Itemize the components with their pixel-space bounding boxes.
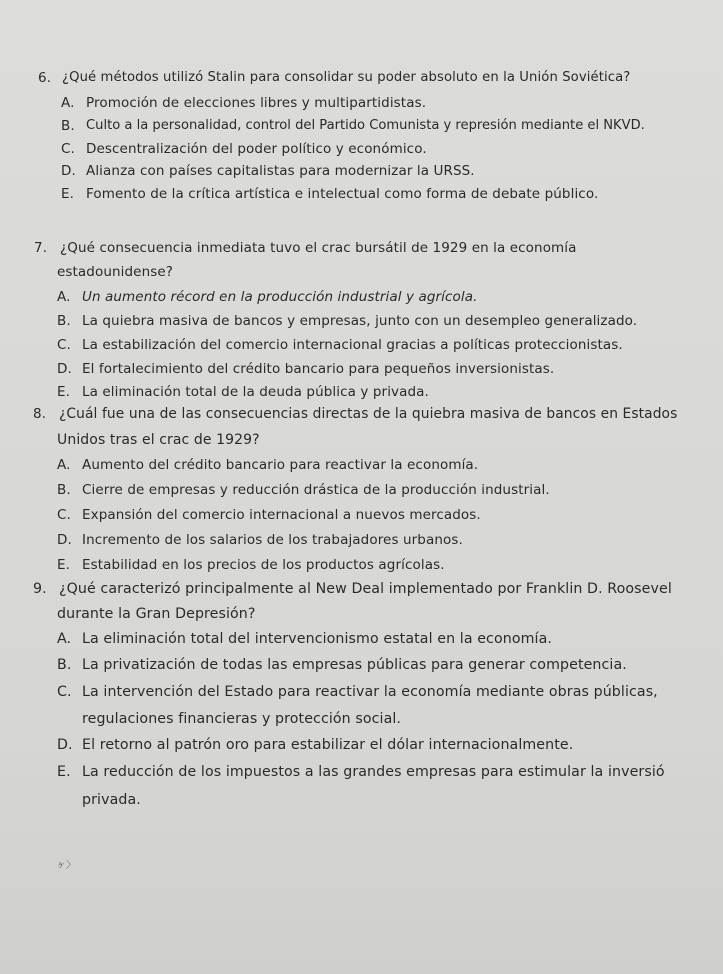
question-number: 7. bbox=[34, 240, 48, 256]
option-text: La privatización de todas las empresas públicas para generar competencia. bbox=[82, 657, 627, 673]
option-text: Culto a la personalidad, control del Partido Comunista y represión mediante el NKVD. bbox=[86, 118, 645, 133]
option-letter: D. bbox=[57, 737, 73, 753]
option-letter: D. bbox=[57, 361, 72, 377]
option-text: Incremento de los salarios de los trabajadores urbanos. bbox=[82, 532, 463, 548]
option-letter: E. bbox=[57, 384, 71, 400]
option-text: La eliminación total del intervencionismo estatal en la economía. bbox=[82, 631, 552, 647]
option-letter: B. bbox=[57, 313, 71, 329]
option-letter: D. bbox=[57, 532, 72, 548]
option-text: La eliminación total de la deuda pública y privada. bbox=[82, 384, 429, 400]
question-text-cont: Unidos tras el crac de 1929? bbox=[57, 432, 260, 448]
question-number: 8. bbox=[33, 406, 47, 422]
question-text: ¿Qué métodos utilizó Stalin para consolidar su poder absoluto en la Unión Soviética? bbox=[62, 70, 631, 85]
question-text-cont: estadounidense? bbox=[57, 264, 174, 280]
option-text: Cierre de empresas y reducción drástica de la producción industrial. bbox=[82, 482, 550, 498]
question-text: ¿Qué consecuencia inmediata tuvo el crac bursátil de 1929 en la economía bbox=[60, 240, 577, 256]
option-letter: A. bbox=[57, 289, 71, 305]
question-number: 6. bbox=[38, 70, 52, 86]
option-letter: A. bbox=[57, 631, 72, 647]
option-text: El fortalecimiento del crédito bancario para pequeños inversionistas. bbox=[82, 361, 555, 377]
option-letter: B. bbox=[57, 657, 72, 673]
option-letter: E. bbox=[57, 557, 71, 573]
option-text-cont: privada. bbox=[82, 792, 141, 808]
question-text: ¿Cuál fue una de las consecuencias directas de la quiebra masiva de bancos en Estados bbox=[59, 406, 678, 422]
option-text: Expansión del comercio internacional a nuevos mercados. bbox=[82, 507, 481, 523]
option-text-cont: regulaciones financieras y protección social. bbox=[82, 711, 402, 727]
option-text: Fomento de la crítica artística e intelectual como forma de debate público. bbox=[86, 186, 599, 202]
option-letter: C. bbox=[61, 141, 75, 157]
option-text: Alianza con países capitalistas para modernizar la URSS. bbox=[86, 163, 475, 179]
option-text: La estabilización del comercio internacional gracias a políticas proteccionistas. bbox=[82, 337, 623, 353]
option-text: La quiebra masiva de bancos y empresas, junto con un desempleo generalizado. bbox=[82, 313, 638, 329]
question-text-cont: durante la Gran Depresión? bbox=[57, 606, 256, 622]
question-number: 9. bbox=[33, 581, 47, 597]
option-text: El retorno al patrón oro para estabilizar el dólar internacionalmente. bbox=[82, 737, 574, 753]
option-text: Un aumento récord en la producción industrial y agrícola. bbox=[82, 289, 478, 305]
option-letter: C. bbox=[57, 684, 72, 700]
option-text: Estabilidad en los precios de los productos agrícolas. bbox=[82, 557, 445, 573]
margin-mark: ヶ〉 bbox=[56, 860, 76, 871]
option-letter: C. bbox=[57, 507, 71, 523]
option-letter: A. bbox=[57, 457, 71, 473]
option-letter: B. bbox=[57, 482, 71, 498]
option-letter: D. bbox=[61, 163, 76, 179]
option-letter: E. bbox=[57, 764, 71, 780]
question-text: ¿Qué caracterizó principalmente al New Deal implementado por Franklin D. Roosevel bbox=[59, 581, 672, 597]
option-text: Aumento del crédito bancario para reactivar la economía. bbox=[82, 457, 479, 473]
option-letter: A. bbox=[61, 95, 75, 111]
option-text: La reducción de los impuestos a las grandes empresas para estimular la inversió bbox=[82, 764, 665, 780]
option-text: Descentralización del poder político y económico. bbox=[86, 141, 427, 157]
option-letter: E. bbox=[61, 186, 75, 202]
option-letter: B. bbox=[61, 118, 75, 134]
option-letter: C. bbox=[57, 337, 71, 353]
option-text: Promoción de elecciones libres y multipartidistas. bbox=[86, 95, 427, 111]
option-text: La intervención del Estado para reactivar la economía mediante obras públicas, bbox=[82, 684, 658, 700]
